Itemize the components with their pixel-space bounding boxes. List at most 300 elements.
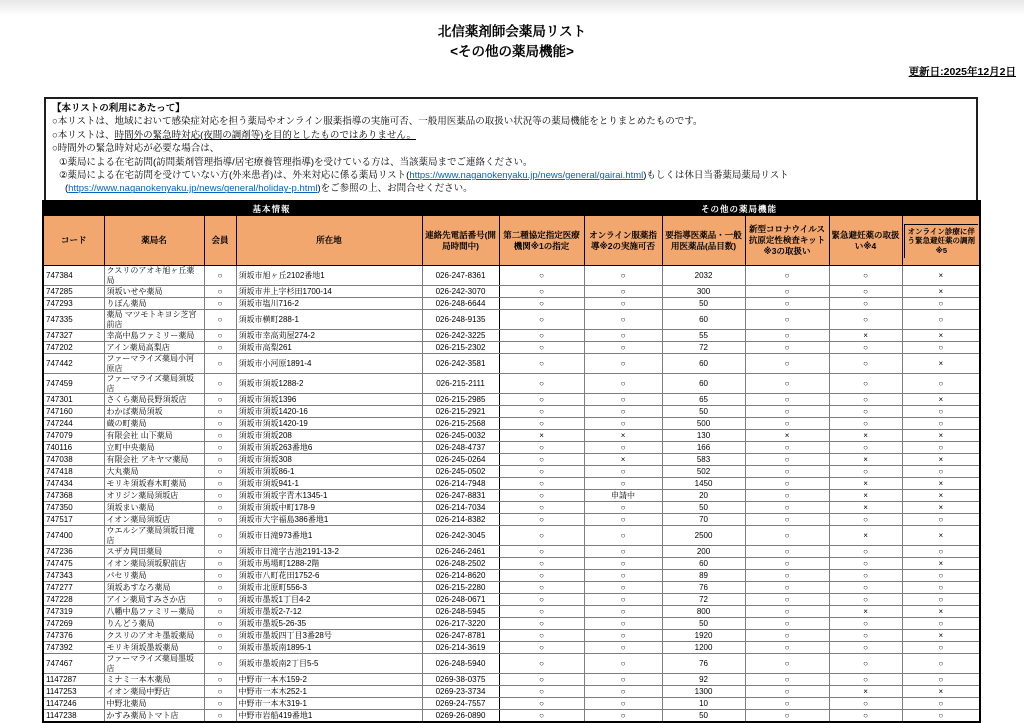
- cell-emergency-pill: ×: [829, 454, 902, 466]
- table-row: [43, 594, 980, 606]
- cell-otc-items: 300: [662, 286, 745, 298]
- table-row: [43, 430, 980, 442]
- cell-address: 須坂市大字福島386番地1: [236, 514, 422, 526]
- cell-online-pill-dispense: ○: [902, 342, 980, 354]
- cell-member: ○: [204, 466, 236, 478]
- cell-phone: 026-214-8382: [422, 514, 499, 526]
- cell-covid-kit: ○: [745, 526, 829, 546]
- cell-online-pill-dispense: ○: [902, 374, 980, 394]
- cell-address: 須坂市日滝字古池2191-13-2: [236, 546, 422, 558]
- cell-otc-items: 1300: [662, 686, 745, 698]
- cell-covid-kit: ○: [745, 698, 829, 710]
- column-header-address: 所在地: [236, 216, 422, 266]
- cell-code: 747418: [43, 466, 104, 478]
- cell-phone: 026-215-2280: [422, 582, 499, 594]
- cell-name: ウエルシア薬局須坂日滝店: [104, 526, 204, 546]
- cell-online-pill-dispense: ○: [902, 582, 980, 594]
- cell-address: 須坂市須坂208: [236, 430, 422, 442]
- cell-online-guidance: ○: [584, 478, 662, 490]
- cell-daini-kyotei: ○: [499, 342, 584, 354]
- table-row: [43, 454, 980, 466]
- cell-phone: 026-248-2502: [422, 558, 499, 570]
- cell-covid-kit: ○: [745, 570, 829, 582]
- cell-covid-kit: ○: [745, 298, 829, 310]
- cell-phone: 026-248-0671: [422, 594, 499, 606]
- cell-address: 須坂市墨坂5-26-35: [236, 618, 422, 630]
- cell-daini-kyotei: ○: [499, 674, 584, 686]
- cell-covid-kit: ○: [745, 546, 829, 558]
- table-row: [43, 558, 980, 570]
- cell-online-pill-dispense: ○: [902, 710, 980, 722]
- cell-online-guidance: ○: [584, 546, 662, 558]
- cell-emergency-pill: ○: [829, 570, 902, 582]
- table-row: [43, 514, 980, 526]
- cell-covid-kit: ○: [745, 266, 829, 286]
- cell-address: 須坂市横町288-1: [236, 310, 422, 330]
- cell-daini-kyotei: ○: [499, 310, 584, 330]
- notice-line6-suffix: )をご参照の上、お問合せください。: [317, 183, 473, 195]
- cell-online-guidance: ○: [584, 502, 662, 514]
- cell-code: 747301: [43, 394, 104, 406]
- cell-online-pill-dispense: ○: [902, 442, 980, 454]
- cell-online-pill-dispense: ×: [902, 502, 980, 514]
- table-row: [43, 310, 980, 330]
- cell-daini-kyotei: ○: [499, 374, 584, 394]
- table-row: [43, 526, 980, 546]
- cell-member: ○: [204, 514, 236, 526]
- cell-daini-kyotei: ○: [499, 698, 584, 710]
- table-row: [43, 490, 980, 502]
- cell-member: ○: [204, 298, 236, 310]
- cell-address: 中野市一本木252-1: [236, 686, 422, 698]
- cell-name: クスリのアオキ旭ヶ丘薬局: [104, 266, 204, 286]
- cell-member: ○: [204, 354, 236, 374]
- cell-online-pill-dispense: ○: [902, 570, 980, 582]
- cell-online-guidance: ○: [584, 310, 662, 330]
- cell-online-guidance: ○: [584, 514, 662, 526]
- cell-daini-kyotei: ○: [499, 594, 584, 606]
- cell-online-pill-dispense: ×: [902, 430, 980, 442]
- cell-emergency-pill: ○: [829, 298, 902, 310]
- cell-address: 須坂市墨坂四丁目3番28号: [236, 630, 422, 642]
- cell-code: 747350: [43, 502, 104, 514]
- cell-online-pill-dispense: ○: [902, 674, 980, 686]
- cell-code: 1147238: [43, 710, 104, 722]
- cell-covid-kit: ○: [745, 606, 829, 618]
- cell-emergency-pill: ×: [829, 478, 902, 490]
- cell-online-pill-dispense: ×: [902, 686, 980, 698]
- cell-address: 須坂市須坂308: [236, 454, 422, 466]
- cell-emergency-pill: ○: [829, 354, 902, 374]
- cell-address: 須坂市須坂1396: [236, 394, 422, 406]
- cell-member: ○: [204, 490, 236, 502]
- cell-phone: 026-247-8831: [422, 490, 499, 502]
- column-header-name: 薬局名: [104, 216, 204, 266]
- cell-code: 747319: [43, 606, 104, 618]
- cell-code: 747335: [43, 310, 104, 330]
- cell-covid-kit: ○: [745, 394, 829, 406]
- cell-online-guidance: ○: [584, 654, 662, 674]
- table-row: [43, 478, 980, 490]
- cell-online-pill-dispense: ○: [902, 298, 980, 310]
- table-row: [43, 298, 980, 310]
- cell-phone: 026-248-9135: [422, 310, 499, 330]
- cell-daini-kyotei: ○: [499, 266, 584, 286]
- cell-covid-kit: ○: [745, 374, 829, 394]
- cell-online-pill-dispense: ×: [902, 266, 980, 286]
- cell-otc-items: 1200: [662, 642, 745, 654]
- page-title-line2: <その他の薬局機能>: [450, 44, 574, 59]
- page-edge-shade: [0, 0, 1024, 16]
- cell-member: ○: [204, 478, 236, 490]
- cell-code: 1147246: [43, 698, 104, 710]
- cell-emergency-pill: ×: [829, 330, 902, 342]
- cell-online-guidance: ○: [584, 594, 662, 606]
- cell-address: 須坂市高梨261: [236, 342, 422, 354]
- cell-emergency-pill: ×: [829, 686, 902, 698]
- cell-emergency-pill: ○: [829, 514, 902, 526]
- cell-online-pill-dispense: ○: [902, 594, 980, 606]
- cell-online-guidance: ○: [584, 406, 662, 418]
- cell-address: 須坂市幸高苅屋274-2: [236, 330, 422, 342]
- cell-name: りんどう薬局: [104, 618, 204, 630]
- cell-code: 1147253: [43, 686, 104, 698]
- cell-otc-items: 50: [662, 710, 745, 722]
- cell-phone: 026-217-3220: [422, 618, 499, 630]
- cell-online-pill-dispense: ×: [902, 606, 980, 618]
- cell-phone: 0269-26-0890: [422, 710, 499, 722]
- table-row: [43, 630, 980, 642]
- page-title-line1: 北信薬剤師会薬局リスト: [437, 24, 587, 39]
- cell-otc-items: 2500: [662, 526, 745, 546]
- cell-phone: 026-247-8781: [422, 630, 499, 642]
- table-row: [43, 342, 980, 354]
- cell-online-guidance: ○: [584, 674, 662, 686]
- group-header-basic-info: 基本情報: [43, 201, 499, 216]
- cell-otc-items: 130: [662, 430, 745, 442]
- cell-member: ○: [204, 698, 236, 710]
- cell-phone: 026-242-3225: [422, 330, 499, 342]
- cell-emergency-pill: ○: [829, 418, 902, 430]
- cell-name: 中野北薬局: [104, 698, 204, 710]
- cell-covid-kit: ○: [745, 342, 829, 354]
- cell-covid-kit: ○: [745, 674, 829, 686]
- cell-code: 747368: [43, 490, 104, 502]
- cell-address: 須坂市須坂263番地6: [236, 442, 422, 454]
- cell-otc-items: 70: [662, 514, 745, 526]
- cell-code: 747434: [43, 478, 104, 490]
- table-row: [43, 654, 980, 674]
- cell-member: ○: [204, 406, 236, 418]
- cell-address: 須坂市八町花田1752-6: [236, 570, 422, 582]
- cell-otc-items: 500: [662, 418, 745, 430]
- cell-daini-kyotei: ○: [499, 442, 584, 454]
- notice-line5: [52, 169, 968, 182]
- cell-code: 747236: [43, 546, 104, 558]
- notice-line1: ○本リストは、地域において感染症対応を担う薬局やオンライン服薬指導の実施可否、一般用医薬品の取扱い状況等の薬局機能をとりまとめたものです。: [52, 116, 703, 128]
- cell-otc-items: 50: [662, 406, 745, 418]
- cell-name: オリジン薬局須坂店: [104, 490, 204, 502]
- cell-emergency-pill: ×: [829, 430, 902, 442]
- cell-member: ○: [204, 310, 236, 330]
- table-row: [43, 502, 980, 514]
- table-row: [43, 330, 980, 342]
- cell-member: ○: [204, 630, 236, 642]
- cell-daini-kyotei: ×: [499, 430, 584, 442]
- cell-code: 740116: [43, 442, 104, 454]
- cell-emergency-pill: ×: [829, 526, 902, 546]
- cell-phone: 026-248-4737: [422, 442, 499, 454]
- cell-emergency-pill: ○: [829, 642, 902, 654]
- cell-otc-items: 50: [662, 502, 745, 514]
- cell-name: 幸高中島ファミリー薬局: [104, 330, 204, 342]
- cell-otc-items: 60: [662, 354, 745, 374]
- cell-emergency-pill: ×: [829, 502, 902, 514]
- cell-online-pill-dispense: ×: [902, 454, 980, 466]
- cell-phone: 026-214-7034: [422, 502, 499, 514]
- cell-online-pill-dispense: ×: [902, 630, 980, 642]
- table-row: [43, 466, 980, 478]
- cell-covid-kit: ○: [745, 686, 829, 698]
- cell-address: 須坂市小河原1891-4: [236, 354, 422, 374]
- cell-online-guidance: ○: [584, 642, 662, 654]
- column-header-daini-kyotei: 第二種協定指定医療機関※1の指定: [499, 216, 584, 266]
- cell-online-guidance: ○: [584, 418, 662, 430]
- cell-emergency-pill: ○: [829, 266, 902, 286]
- table-row: [43, 698, 980, 710]
- cell-online-guidance: ○: [584, 630, 662, 642]
- cell-member: ○: [204, 330, 236, 342]
- cell-phone: 0269-24-7557: [422, 698, 499, 710]
- table-row: [43, 442, 980, 454]
- cell-name: パセリ薬局: [104, 570, 204, 582]
- page-title: [0, 22, 1024, 62]
- cell-otc-items: 55: [662, 330, 745, 342]
- cell-member: ○: [204, 654, 236, 674]
- cell-emergency-pill: ○: [829, 406, 902, 418]
- cell-covid-kit: ○: [745, 558, 829, 570]
- cell-covid-kit: ○: [745, 406, 829, 418]
- cell-member: ○: [204, 606, 236, 618]
- pharmacy-table-wrap: [42, 200, 981, 723]
- cell-member: ○: [204, 558, 236, 570]
- cell-daini-kyotei: ○: [499, 570, 584, 582]
- cell-name: 薬局 マツモトキヨシ芝宮前店: [104, 310, 204, 330]
- cell-phone: 0269-38-0375: [422, 674, 499, 686]
- cell-member: ○: [204, 502, 236, 514]
- cell-phone: 026-215-2302: [422, 342, 499, 354]
- table-row: [43, 406, 980, 418]
- notice-line2-prefix: ○本リストは、: [52, 129, 115, 141]
- notice-line2: [52, 129, 968, 142]
- cell-phone: 026-242-3045: [422, 526, 499, 546]
- cell-member: ○: [204, 674, 236, 686]
- cell-emergency-pill: ○: [829, 674, 902, 686]
- cell-code: 747269: [43, 618, 104, 630]
- cell-code: 747376: [43, 630, 104, 642]
- cell-name: 須坂まい薬局: [104, 502, 204, 514]
- cell-daini-kyotei: ○: [499, 298, 584, 310]
- cell-otc-items: 2032: [662, 266, 745, 286]
- cell-covid-kit: ○: [745, 442, 829, 454]
- cell-code: 747285: [43, 286, 104, 298]
- cell-code: 747392: [43, 642, 104, 654]
- cell-member: ○: [204, 286, 236, 298]
- cell-code: 747343: [43, 570, 104, 582]
- holiday-list-link[interactable]: https://www.naganokenyaku.jp/news/general/holiday-p.html: [68, 183, 318, 195]
- cell-name: 八幡中島ファミリー薬局: [104, 606, 204, 618]
- cell-online-pill-dispense: ○: [902, 654, 980, 674]
- gairai-list-link[interactable]: https://www.naganokenyaku.jp/news/general/gairai.html: [409, 170, 644, 182]
- cell-name: さくら薬局長野須坂店: [104, 394, 204, 406]
- cell-daini-kyotei: ○: [499, 394, 584, 406]
- cell-code: 1147287: [43, 674, 104, 686]
- cell-address: 須坂市須坂941-1: [236, 478, 422, 490]
- table-row: [43, 618, 980, 630]
- cell-otc-items: 72: [662, 342, 745, 354]
- cell-member: ○: [204, 686, 236, 698]
- cell-covid-kit: ○: [745, 418, 829, 430]
- cell-otc-items: 10: [662, 698, 745, 710]
- cell-online-pill-dispense: ○: [902, 406, 980, 418]
- cell-code: 747277: [43, 582, 104, 594]
- cell-otc-items: 583: [662, 454, 745, 466]
- cell-otc-items: 50: [662, 618, 745, 630]
- cell-member: ○: [204, 642, 236, 654]
- table-row: [43, 546, 980, 558]
- column-header-code: コード: [43, 216, 104, 266]
- cell-code: 747160: [43, 406, 104, 418]
- cell-emergency-pill: ○: [829, 710, 902, 722]
- cell-emergency-pill: ○: [829, 466, 902, 478]
- cell-daini-kyotei: ○: [499, 654, 584, 674]
- cell-daini-kyotei: ○: [499, 454, 584, 466]
- cell-online-guidance: ○: [584, 582, 662, 594]
- cell-name: アイン薬局すみさか店: [104, 594, 204, 606]
- column-header-online-pill-dispense-label: オンライン診療に伴う緊急避妊薬の調剤※5: [904, 224, 979, 258]
- cell-emergency-pill: ○: [829, 394, 902, 406]
- cell-online-pill-dispense: ×: [902, 478, 980, 490]
- cell-covid-kit: ○: [745, 710, 829, 722]
- column-header-online-guidance: オンライン服薬指導※2の実施可否: [584, 216, 662, 266]
- cell-address: 須坂市墨坂2-7-12: [236, 606, 422, 618]
- cell-address: 中野市岩船419番地1: [236, 710, 422, 722]
- notice-line2-underlined: 時間外の緊急時対応(夜間の調剤等)を目的としたものではありません。: [114, 129, 416, 141]
- cell-address: 中野市一本木319-1: [236, 698, 422, 710]
- column-header-online-pill-dispense: [902, 216, 980, 266]
- cell-address: 須坂市井上字杉田1700-14: [236, 286, 422, 298]
- cell-phone: 026-248-5945: [422, 606, 499, 618]
- cell-address: 須坂市須坂1420-19: [236, 418, 422, 430]
- cell-covid-kit: ×: [745, 430, 829, 442]
- table-row: [43, 674, 980, 686]
- cell-phone: 026-242-3581: [422, 354, 499, 374]
- cell-member: ○: [204, 594, 236, 606]
- cell-address: 須坂市須坂1420-16: [236, 406, 422, 418]
- column-header-member: 会員: [204, 216, 236, 266]
- cell-otc-items: 502: [662, 466, 745, 478]
- cell-covid-kit: ○: [745, 582, 829, 594]
- cell-emergency-pill: ○: [829, 310, 902, 330]
- cell-covid-kit: ○: [745, 466, 829, 478]
- cell-phone: 026-245-0502: [422, 466, 499, 478]
- cell-daini-kyotei: ○: [499, 354, 584, 374]
- cell-address: 須坂市須坂字青木1345-1: [236, 490, 422, 502]
- cell-member: ○: [204, 454, 236, 466]
- cell-code: 747327: [43, 330, 104, 342]
- cell-code: 747038: [43, 454, 104, 466]
- cell-emergency-pill: ×: [829, 606, 902, 618]
- cell-online-pill-dispense: ×: [902, 558, 980, 570]
- cell-member: ○: [204, 266, 236, 286]
- cell-code: 747442: [43, 354, 104, 374]
- cell-address: 中野市一本木159-2: [236, 674, 422, 686]
- cell-daini-kyotei: ○: [499, 406, 584, 418]
- cell-name: 須坂いせや薬局: [104, 286, 204, 298]
- cell-daini-kyotei: ○: [499, 606, 584, 618]
- cell-online-guidance: ○: [584, 286, 662, 298]
- cell-code: 747475: [43, 558, 104, 570]
- cell-online-pill-dispense: ○: [902, 698, 980, 710]
- cell-code: 747293: [43, 298, 104, 310]
- cell-online-guidance: ○: [584, 374, 662, 394]
- cell-otc-items: 1920: [662, 630, 745, 642]
- cell-online-pill-dispense: ×: [902, 354, 980, 374]
- table-row: [43, 374, 980, 394]
- cell-member: ○: [204, 442, 236, 454]
- table-row: [43, 394, 980, 406]
- cell-otc-items: 166: [662, 442, 745, 454]
- cell-emergency-pill: ○: [829, 654, 902, 674]
- cell-online-pill-dispense: ×: [902, 394, 980, 406]
- cell-covid-kit: ○: [745, 654, 829, 674]
- cell-member: ○: [204, 710, 236, 722]
- cell-online-pill-dispense: ○: [902, 618, 980, 630]
- cell-covid-kit: ○: [745, 630, 829, 642]
- cell-covid-kit: ○: [745, 330, 829, 342]
- cell-code: 747459: [43, 374, 104, 394]
- cell-covid-kit: ○: [745, 286, 829, 298]
- cell-online-guidance: ×: [584, 430, 662, 442]
- cell-phone: 026-246-2461: [422, 546, 499, 558]
- cell-phone: 026-245-0264: [422, 454, 499, 466]
- cell-online-guidance: 申請中: [584, 490, 662, 502]
- cell-name: イオン薬局中野店: [104, 686, 204, 698]
- cell-covid-kit: ○: [745, 618, 829, 630]
- cell-online-guidance: ○: [584, 466, 662, 478]
- notice-line6-prefix: (: [65, 183, 69, 195]
- cell-emergency-pill: ○: [829, 594, 902, 606]
- cell-address: 須坂市須坂86-1: [236, 466, 422, 478]
- cell-emergency-pill: ○: [829, 342, 902, 354]
- cell-member: ○: [204, 342, 236, 354]
- pharmacy-table: [42, 200, 981, 723]
- cell-online-guidance: ○: [584, 298, 662, 310]
- cell-name: 須坂あすなろ薬局: [104, 582, 204, 594]
- cell-name: モリキ須坂墨坂薬局: [104, 642, 204, 654]
- cell-phone: 026-242-3070: [422, 286, 499, 298]
- cell-online-guidance: ○: [584, 266, 662, 286]
- table-row: [43, 266, 980, 286]
- column-header-phone: 連絡先電話番号(開局時間中): [422, 216, 499, 266]
- cell-otc-items: 72: [662, 594, 745, 606]
- cell-daini-kyotei: ○: [499, 490, 584, 502]
- cell-otc-items: 800: [662, 606, 745, 618]
- group-header-other-functions: その他の薬局機能: [499, 201, 980, 216]
- cell-phone: 026-214-7948: [422, 478, 499, 490]
- cell-daini-kyotei: ○: [499, 710, 584, 722]
- cell-address: 須坂市馬場町1288-2階: [236, 558, 422, 570]
